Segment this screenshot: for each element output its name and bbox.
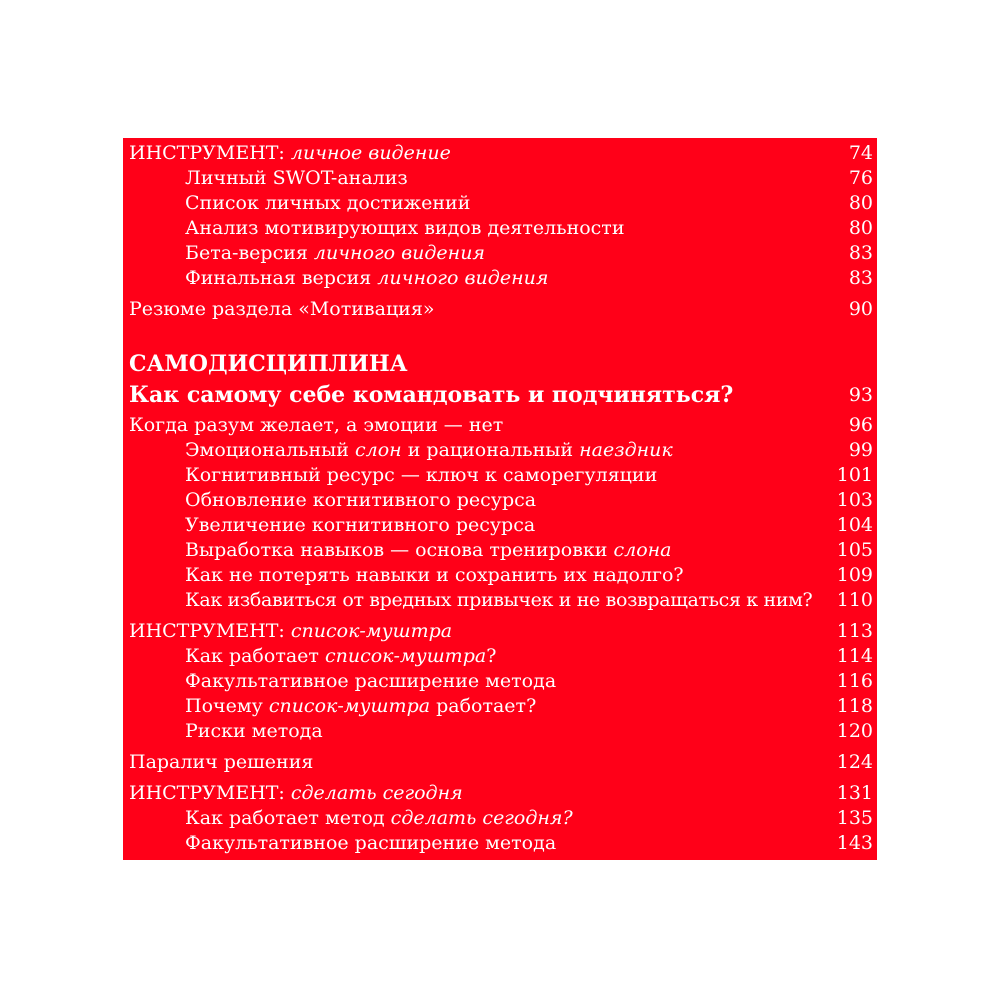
toc-page-number: 103 (836, 489, 873, 511)
toc-page-number: 90 (848, 298, 873, 320)
toc-entry (129, 140, 873, 166)
toc-entry-title: Анализ мотивирующих видов деятельности (185, 217, 625, 239)
toc-page-number: 104 (836, 514, 873, 536)
toc-entry-title: Финальная версия личного видения (185, 267, 549, 289)
toc-page-number: 80 (848, 217, 873, 239)
toc-entry-title: Обновление когнитивного ресурса (185, 489, 537, 511)
toc-subentry (185, 668, 873, 694)
toc-page-number: 105 (836, 539, 873, 561)
toc-page-number: 99 (848, 439, 873, 461)
toc-page-number: 120 (836, 720, 873, 742)
toc-page-number: 93 (848, 384, 873, 406)
toc-subentry (185, 537, 873, 563)
toc-page-number: 113 (836, 620, 873, 642)
toc-page-number: 83 (848, 242, 873, 264)
toc-entry-title: Эмоциональный слон и рациональный наездник (185, 439, 673, 461)
toc-subentry (185, 487, 873, 513)
toc-subentry (185, 805, 873, 831)
toc-entry-title: Почему список-муштра работает? (185, 695, 537, 717)
toc-entry (129, 296, 873, 322)
toc-entry-title: Как работает список-муштра? (185, 645, 497, 667)
toc-page-number: 116 (836, 670, 873, 692)
toc-subentry (185, 693, 873, 719)
toc-subentry (185, 587, 873, 613)
toc-page-number: 109 (836, 564, 873, 586)
toc-subentry (185, 437, 873, 463)
toc-entry-title: Личный SWOT-анализ (185, 167, 408, 189)
toc-entry-title: Паралич решения (129, 751, 314, 773)
toc-subentry (185, 512, 873, 538)
toc-entry-title: Увеличение когнитивного ресурса (185, 514, 536, 536)
toc-page-number: 124 (836, 751, 873, 773)
toc-page-number: 118 (836, 695, 873, 717)
section-subtitle: Как самому себе командовать и подчиняться? (129, 382, 734, 408)
toc-subentry (185, 562, 873, 588)
toc-subentry (185, 215, 873, 241)
section-title: САМОДИСЦИПЛИНА (129, 351, 408, 377)
toc-entry-title: Выработка навыков — основа тренировки слона (185, 539, 672, 561)
toc-page-number: 76 (848, 167, 873, 189)
toc-page-number: 74 (848, 142, 873, 164)
toc-page-number: 96 (848, 414, 873, 436)
toc-subentry (185, 190, 873, 216)
toc-entry (129, 749, 873, 775)
toc-page-number: 83 (848, 267, 873, 289)
toc-entry-title: Список личных достижений (185, 192, 471, 214)
toc-entry (129, 412, 873, 438)
toc-entry-title: Как не потерять навыки и сохранить их надолго? (185, 564, 684, 586)
toc-entry-title: Факультативное расширение метода (185, 832, 557, 854)
toc-entry-title: ИНСТРУМЕНТ: сделать сегодня (129, 782, 463, 804)
toc-page-number: 143 (836, 832, 873, 854)
toc-entry-title: Как избавиться от вредных привычек и не возвращаться к ним? (185, 589, 813, 611)
toc-entry-title: Когда разум желает, а эмоции — нет (129, 414, 504, 436)
toc-subentry (185, 718, 873, 744)
toc-entry-title: Риски метода (185, 720, 323, 742)
toc-entry-title: ИНСТРУМЕНТ: личное видение (129, 142, 451, 164)
toc-entry (129, 780, 873, 806)
toc-subentry (185, 240, 873, 266)
toc-entry-title: ИНСТРУМЕНТ: список-муштра (129, 620, 453, 642)
toc-subentry (185, 643, 873, 669)
toc-entry (129, 618, 873, 644)
table-of-contents (123, 138, 877, 860)
toc-subentry (185, 265, 873, 291)
toc-entry-title: Резюме раздела «Мотивация» (129, 298, 435, 320)
toc-entry-title: Бета-версия личного видения (185, 242, 486, 264)
toc-entry-title: Когнитивный ресурс — ключ к саморегуляции (185, 464, 658, 486)
toc-page-number: 135 (836, 807, 873, 829)
toc-page-number: 101 (836, 464, 873, 486)
toc-page-number: 110 (836, 589, 873, 611)
section-heading (129, 350, 873, 378)
toc-entry-title: Как работает метод сделать сегодня? (185, 807, 573, 829)
toc-subentry (185, 462, 873, 488)
toc-page-number: 114 (836, 645, 873, 667)
toc-page-number: 80 (848, 192, 873, 214)
toc-page-number: 131 (836, 782, 873, 804)
toc-entry-title: Факультативное расширение метода (185, 670, 557, 692)
section-subtitle-entry (129, 381, 873, 409)
toc-subentry (185, 830, 873, 856)
toc-subentry (185, 165, 873, 191)
